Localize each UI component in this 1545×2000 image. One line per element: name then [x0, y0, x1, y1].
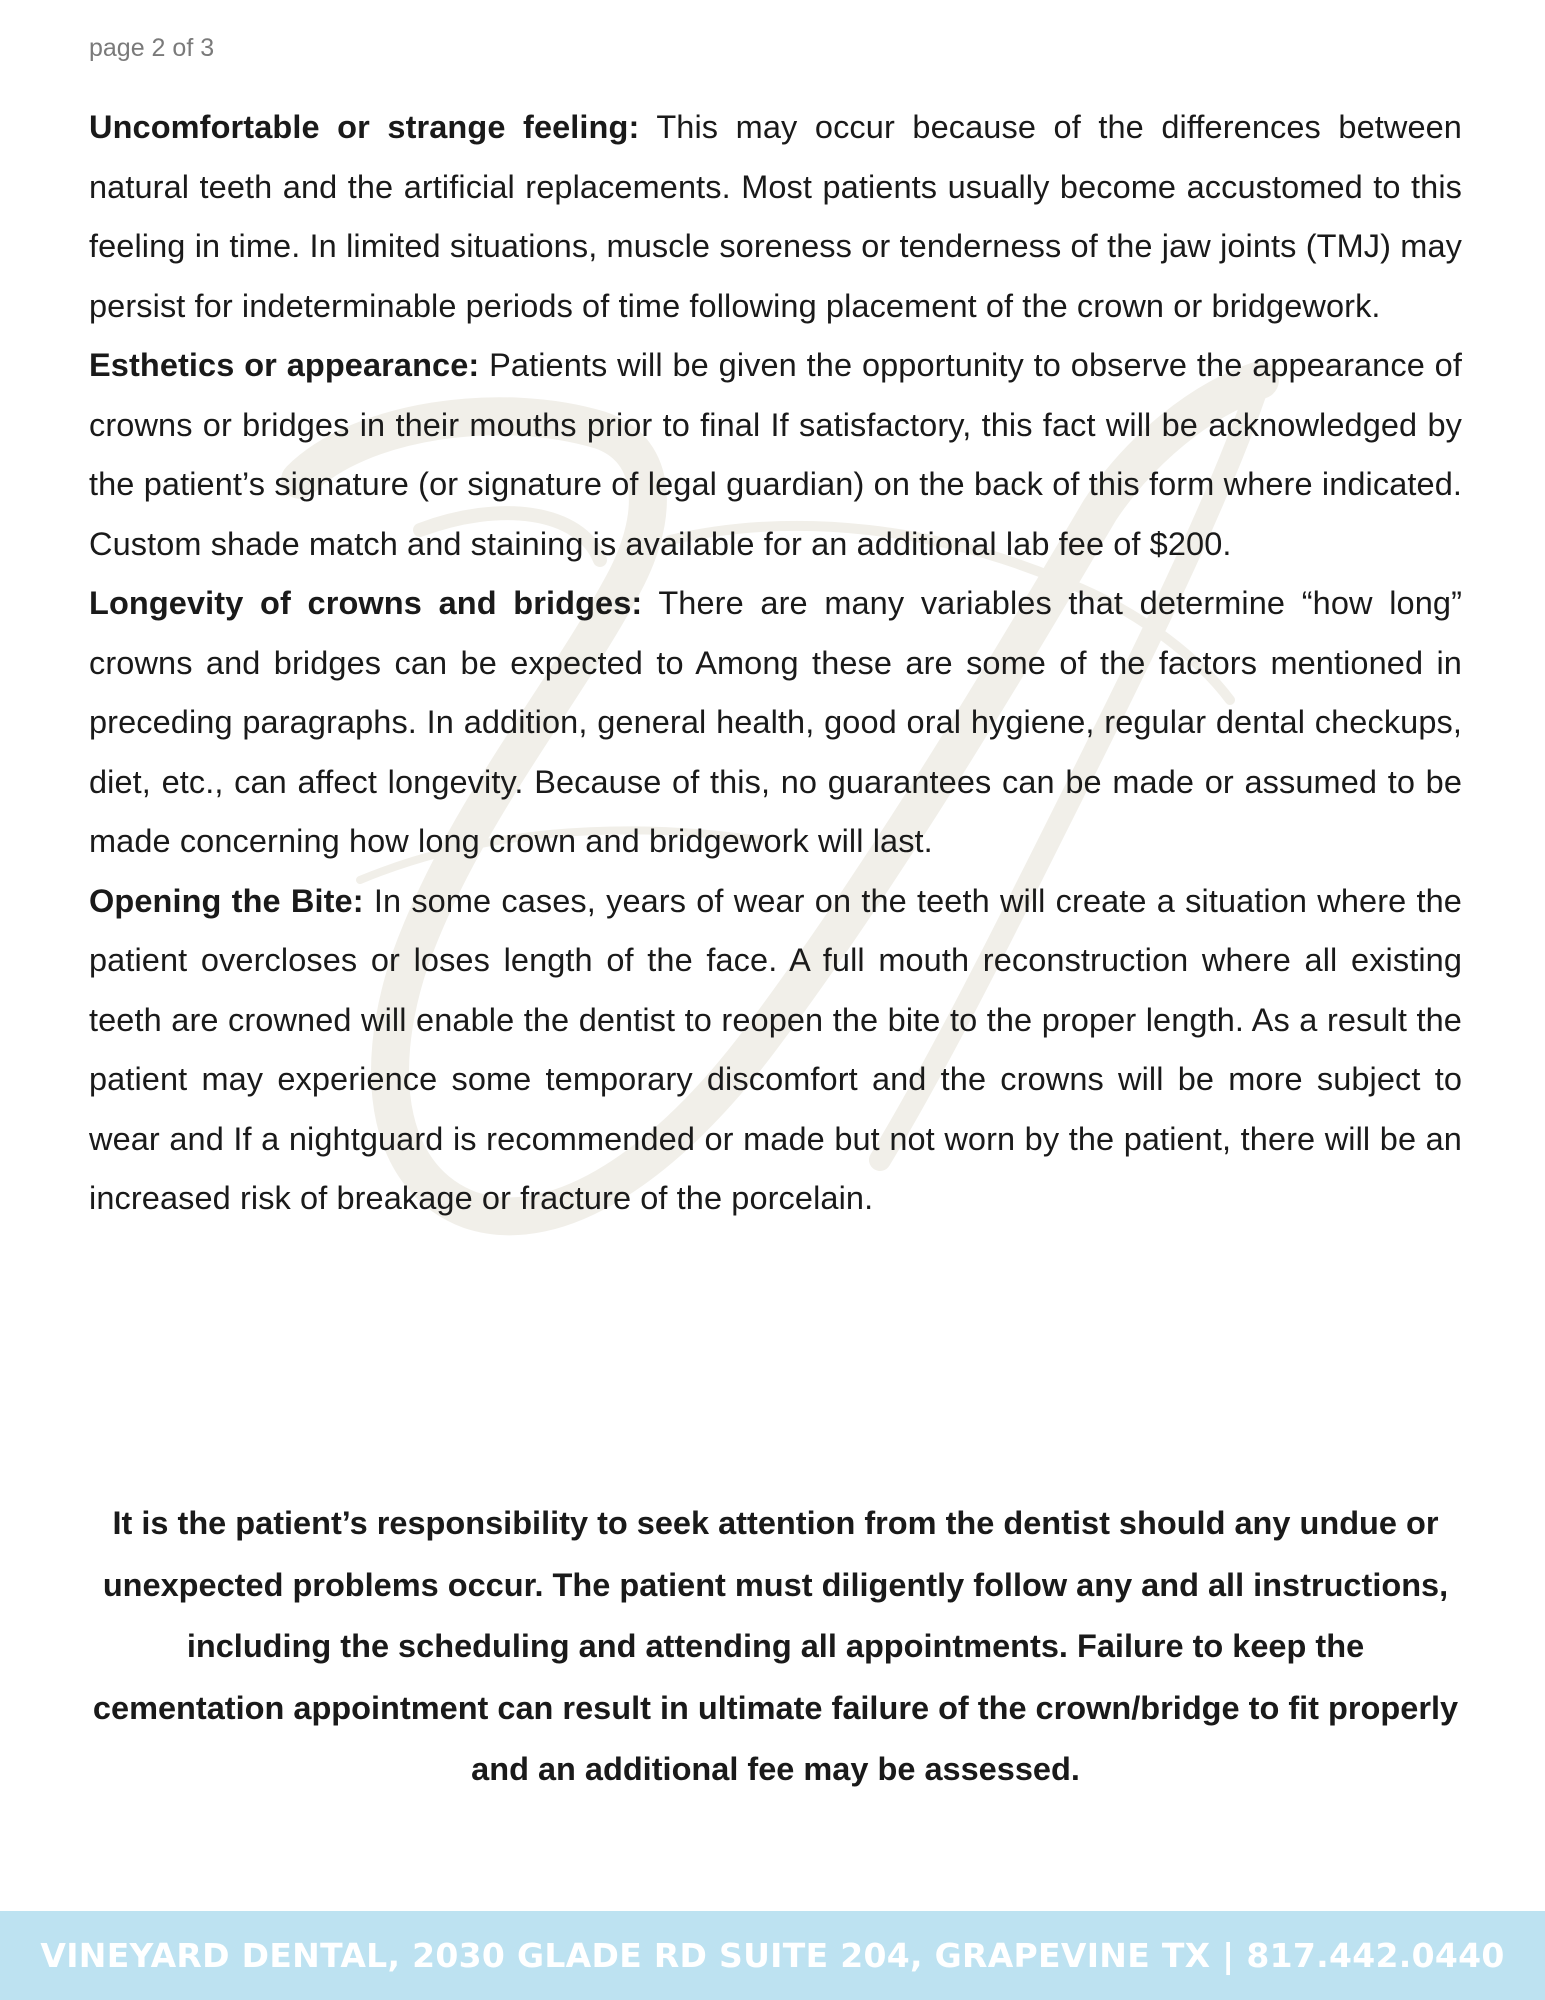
- section-text: This may occur because of the differences between natural teeth and the artificial replacements. Most patients usually become accustomed to this feeling in time. In limited situations, muscle soreness or tenderness of the jaw joints (TMJ) may persist for indeterminable periods of time following placement of the crown or bridgework.: [89, 109, 1462, 324]
- section-text: There are many variables that determine “how long” crowns and bridges can be expected to Among these are some of the factors mentioned in preceding paragraphs. In addition, general health, good oral hygiene, regular dental checkups, diet, etc., can affect longevity. Because of this, no guarantees can be made or assumed to be made concerning how long crown and bridgework will last.: [89, 585, 1462, 859]
- section-uncomfortable-feeling: [89, 98, 1462, 336]
- document-body: [89, 98, 1462, 1229]
- footer-contact: VINEYARD DENTAL, 2030 GLADE RD SUITE 204, GRAPEVINE TX | 817.442.0440: [40, 1936, 1505, 1975]
- section-opening-bite: [89, 872, 1462, 1229]
- patient-responsibility-notice: It is the patient’s responsibility to seek attention from the dentist should any undue or unexpected problems occur. The patient must diligently follow any and all instructions, including the scheduling and attending all appointments. Failure to keep the cementation appointment can result in ultimate failure of the crown/bridge to fit properly and an additional fee may be assessed.: [92, 1505, 1459, 1787]
- section-longevity: [89, 574, 1462, 872]
- section-term: Uncomfortable or strange feeling:: [89, 109, 640, 145]
- section-term: Esthetics or appearance:: [89, 347, 480, 383]
- footer-bar: [0, 1911, 1545, 2000]
- section-term: Opening the Bite:: [89, 882, 364, 919]
- page-number: page 2 of 3: [89, 34, 215, 62]
- section-term: Longevity of crowns and bridges:: [89, 585, 643, 621]
- section-esthetics: [89, 336, 1462, 574]
- section-text: In some cases, years of wear on the teeth will create a situation where the patient overcloses or loses length of the face. A full mouth reconstruction where all existing teeth are crowned will enable the dentist to reopen the bite to the proper length. As a result the patient may experience some temporary discomfort and the crowns will be more subject to wear and If a nightguard is recommended or made but not worn by the patient, there will be an increased risk of breakage or fracture of the porcelain.: [89, 882, 1462, 1216]
- section-text: Patients will be given the opportunity to observe the appearance of crowns or bridges in their mouths prior to final If satisfactory, this fact will be acknowledged by the patient’s signature (or signature of legal guardian) on the back of this form where indicated. Custom shade match and staining is available for an additional lab fee of $200.: [89, 347, 1462, 562]
